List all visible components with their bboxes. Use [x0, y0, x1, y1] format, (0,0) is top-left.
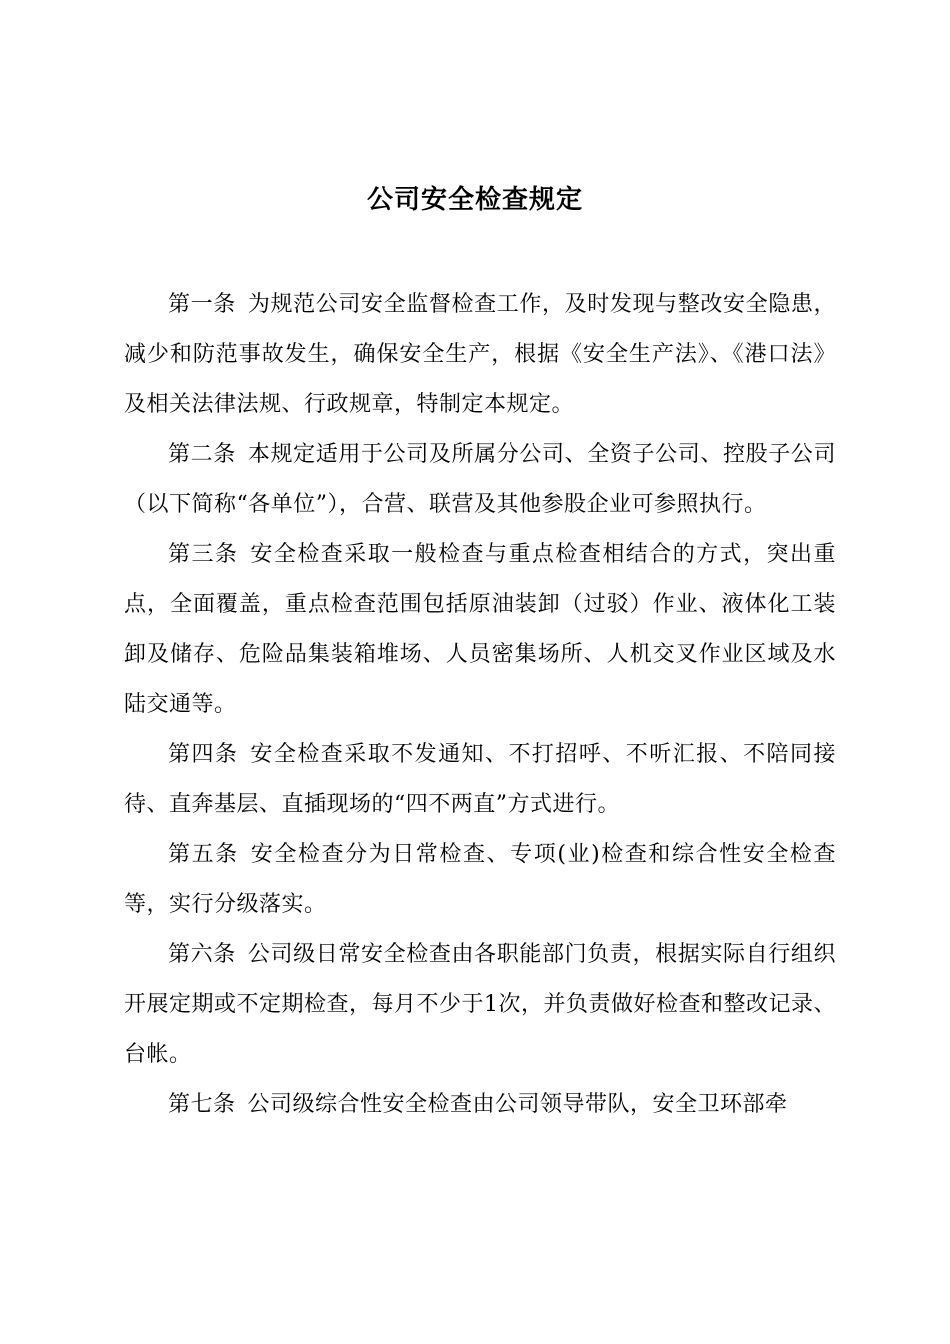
article-5 — [124, 830, 836, 930]
article-text: 本规定适用于公司及所属分公司、全资子公司、控股子公司（以下简称“各单位”），合营、联营及其他参股企业可参照执行。 — [124, 442, 836, 517]
article-text: 公司级日常安全检查由各职能部门负责，根据实际自行组织开展定期或不定期检查，每月不少于1次，并负责做好检查和整改记录、台帐。 — [124, 942, 836, 1067]
article-text: 为规范公司安全监督检查工作，及时发现与整改安全隐患，减少和防范事故发生，确保安全生产，根据《安全生产法》、《港口法》及相关法律法规、行政规章，特制定本规定。 — [124, 292, 836, 417]
article-number: 第七条 — [168, 1092, 236, 1117]
article-1 — [124, 280, 836, 430]
article-text: 安全检查采取不发通知、不打招呼、不听汇报、不陪同接待、直奔基层、直插现场的“四不两直”方式进行。 — [124, 742, 836, 817]
article-6 — [124, 930, 836, 1080]
document-title: 公司安全检查规定 — [366, 185, 583, 215]
article-number: 第一条 — [168, 292, 236, 317]
article-text: 公司级综合性安全检查由公司领导带队，安全卫环部牵 — [247, 1092, 788, 1117]
article-7 — [124, 1080, 836, 1130]
article-number: 第五条 — [168, 842, 239, 867]
article-4 — [124, 730, 836, 830]
document-body — [124, 280, 836, 1130]
article-number: 第三条 — [168, 542, 239, 567]
article-number: 第二条 — [168, 442, 236, 467]
article-number: 第四条 — [168, 742, 239, 767]
article-text: 安全检查采取一般检查与重点检查相结合的方式，突出重点，全面覆盖，重点检查范围包括原油装卸（过驳）作业、液体化工装卸及储存、危险品集装箱堆场、人员密集场所、人机交叉作业区域及水陆交通等。 — [124, 542, 836, 717]
article-2 — [124, 430, 836, 530]
article-3 — [124, 530, 836, 730]
article-text: 安全检查分为日常检查、专项(业)检查和综合性安全检查等，实行分级落实。 — [124, 842, 836, 917]
article-number: 第六条 — [168, 942, 236, 967]
